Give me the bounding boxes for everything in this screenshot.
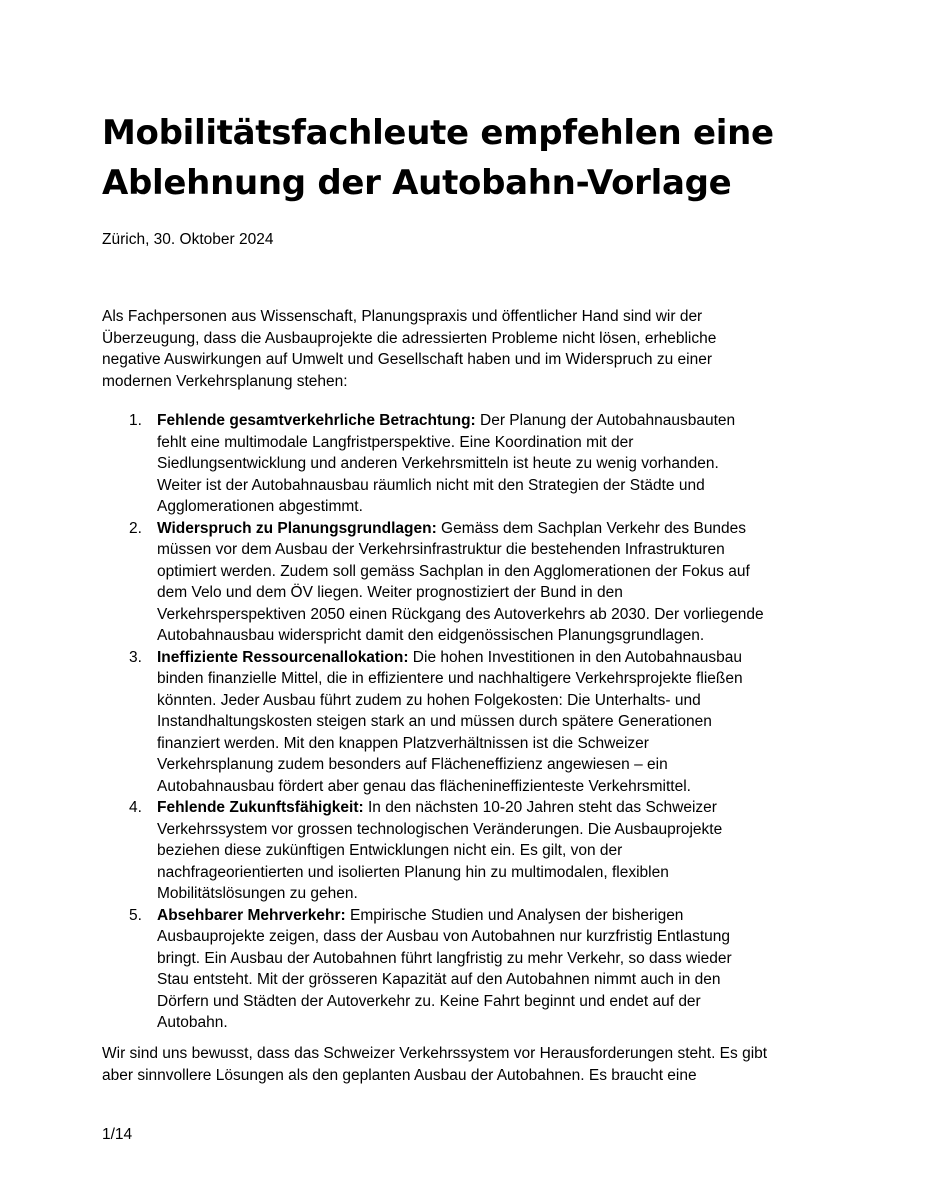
intro-line: Als Fachpersonen aus Wissenschaft, Planungspraxis und öffentlicher Hand sind wir der <box>102 308 703 325</box>
list-item-line: Autobahnausbau fördert aber genau das flächenineffizienteste Verkehrsmittel. <box>157 777 691 795</box>
list-item <box>102 647 832 798</box>
list-item-heading: Ineffiziente Ressourcenallokation: <box>157 648 409 666</box>
list-item-line: Verkehrssystem vor grossen technologischen Veränderungen. Die Ausbauprojekte <box>157 820 723 838</box>
page-number: 1/14 <box>102 1126 133 1143</box>
list-item <box>102 410 832 518</box>
list-item-line: müssen vor dem Ausbau der Verkehrsinfrastruktur die bestehenden Infrastrukturen <box>157 541 725 558</box>
list-item-heading: Fehlende gesamtverkehrliche Betrachtung: <box>157 412 476 429</box>
list-item-number: 4. <box>129 799 142 816</box>
closing-line: Wir sind uns bewusst, dass das Schweizer Verkehrssystem vor Herausforderungen steht. Es gibt <box>102 1045 768 1062</box>
list-item-line: bringt. Ein Ausbau der Autobahnen führt langfristig zu mehr Verkehr, so dass wieder <box>157 949 732 967</box>
list-item-text: In den nächsten 10-20 Jahren steht das Schweizer <box>363 799 717 816</box>
list-item-line: Ausbauprojekte zeigen, dass der Ausbau von Autobahnen nur kurzfristig Entlastung <box>157 928 731 945</box>
list-item-line: Mobilitätslösungen zu gehen. <box>157 885 358 902</box>
list-item-number: 1. <box>129 412 142 429</box>
list-item-line: Stau entsteht. Mit der grösseren Kapazität auf den Autobahnen nimmt auch in den <box>157 971 721 988</box>
list-item <box>102 797 832 905</box>
closing-line: aber sinnvollere Lösungen als den geplanten Ausbau der Autobahnen. Es braucht eine <box>102 1066 697 1084</box>
list-item-line: Weiter ist der Autobahnausbau räumlich nicht mit den Strategien der Städte und <box>157 476 705 494</box>
list-item-line: Verkehrsplanung zudem besonders auf Flächeneffizienz angewiesen – ein <box>157 756 668 773</box>
list-item-line: Siedlungsentwicklung und anderen Verkehrsmitteln ist heute zu wenig vorhanden. <box>157 455 719 472</box>
list-item-text: Der Planung der Autobahnausbauten <box>475 412 736 429</box>
list-item-text: Die hohen Investitionen in den Autobahnausbau <box>408 648 743 666</box>
argument-list <box>102 410 832 1034</box>
list-item-first-line <box>157 905 832 927</box>
list-item-line: dem Velo und dem ÖV liegen. Weiter prognostiziert der Bund in den <box>157 584 623 601</box>
document-title <box>102 108 832 208</box>
list-item-line: könnten. Jeder Ausbau führt zudem zu hohen Folgekosten: Die Unterhalts- und <box>157 691 701 709</box>
list-item-text: Gemäss dem Sachplan Verkehr des Bundes <box>436 519 747 537</box>
list-item <box>102 905 832 1034</box>
list-item-line: Instandhaltungskosten steigen stark an und müssen durch spätere Generationen <box>157 713 712 730</box>
list-item-line: Autobahnausbau widerspricht damit den eidgenössischen Planungsgrundlagen. <box>157 627 705 644</box>
list-item-line: Agglomerationen abgestimmt. <box>157 498 363 515</box>
list-item-heading: Fehlende Zukunftsfähigkeit: <box>157 799 364 816</box>
intro-line: Überzeugung, dass die Ausbauprojekte die adressierten Probleme nicht lösen, erhebliche <box>102 329 717 347</box>
list-item-number: 2. <box>129 519 142 537</box>
list-item-line: Dörfern und Städten der Autoverkehr zu. Keine Fahrt beginnt und endet auf der <box>157 992 701 1010</box>
list-item-line: Verkehrsperspektiven 2050 einen Rückgang des Autoverkehrs ab 2030. Der vorliegende <box>157 605 764 623</box>
closing-paragraph <box>102 1043 832 1086</box>
list-item-first-line <box>157 518 832 540</box>
list-item-heading: Absehbarer Mehrverkehr: <box>157 906 346 924</box>
list-item-line: binden finanzielle Mittel, die in effizientere und nachhaltigere Verkehrsprojekte fließen <box>157 670 743 687</box>
list-item-line: beziehen diese zukünftigen Entwicklungen nicht ein. Es gilt, von der <box>157 842 623 859</box>
intro-line: negative Auswirkungen auf Umwelt und Gesellschaft haben und im Widerspruch zu einer <box>102 351 712 368</box>
list-item-line: finanziert werden. Mit den knappen Platzverhältnissen ist die Schweizer <box>157 734 649 752</box>
list-item-heading: Widerspruch zu Planungsgrundlagen: <box>157 519 437 537</box>
list-item-line: Autobahn. <box>157 1014 228 1031</box>
list-item-line: fehlt eine multimodale Langfristperspektive. Eine Koordination mit der <box>157 433 634 451</box>
list-item-first-line <box>157 647 832 669</box>
dateline: Zürich, 30. Oktober 2024 <box>102 231 274 248</box>
list-item-line: optimiert werden. Zudem soll gemäss Sachplan in den Agglomerationen der Fokus auf <box>157 562 750 580</box>
list-item <box>102 518 832 647</box>
intro-line: modernen Verkehrsplanung stehen: <box>102 372 348 390</box>
title-line: Ablehnung der Autobahn-Vorlage <box>102 163 732 203</box>
list-item-number: 5. <box>129 906 142 924</box>
list-item-text: Empirische Studien und Analysen der bisherigen <box>345 906 684 924</box>
intro-paragraph <box>102 306 832 392</box>
title-line: Mobilitätsfachleute empfehlen eine <box>102 113 774 153</box>
list-item-line: nachfrageorientierten und isolierten Planung hin zu multimodalen, flexiblen <box>157 863 669 881</box>
list-item-first-line <box>157 797 832 819</box>
list-item-number: 3. <box>129 648 142 666</box>
list-item-first-line <box>157 410 832 432</box>
